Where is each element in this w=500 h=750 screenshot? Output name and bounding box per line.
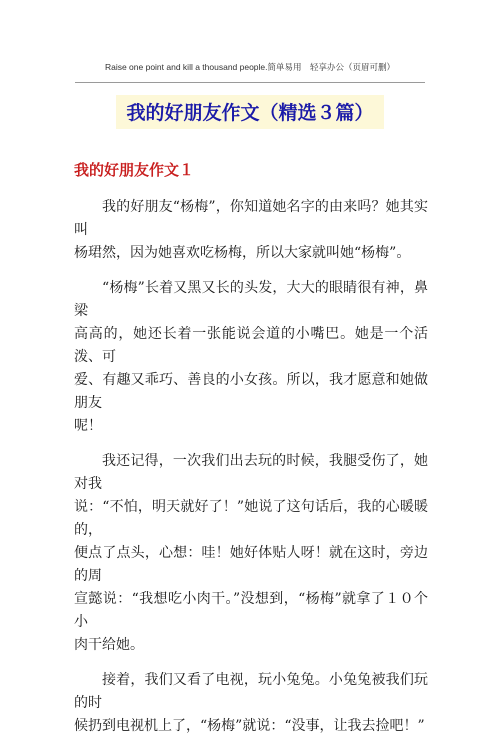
paragraph-4: 接着，我们又看了电视，玩小兔兔。小兔兔被我们玩的时 候扔到电视机上了，“杨梅”就说：“没事，让我去捡吧！” [74,672,428,734]
document-title: 我的好朋友作文（精选３篇） [116,95,383,129]
document-body [74,196,428,750]
title-container [0,95,500,129]
page-header: Raise one point and kill a thousand people.简单易用 轻享办公（页眉可删） [104,62,396,72]
paragraph-1: 我的好朋友“杨梅”，你知道她名字的由来吗？她其实叫 杨珺然，因为她喜欢吃杨梅，所以大家就叫她“杨梅”。 [74,199,428,261]
section-heading: 我的好朋友作文１ [74,161,195,179]
paragraph-3: 我还记得，一次我们出去玩的时候，我腿受伤了，她对我 说：“不怕，明天就好了！”她说了这句话后，我的心暖暖的， 便点了点头，心想：哇！她好体贴人呀！就在这时，旁边的周 宣懿说：“我想吃小肉干。”没想到，“杨梅”就拿了１０个小 肉干给她。 [74,453,428,653]
header-divider [75,82,425,83]
paragraph-2: “杨梅”长着又黑又长的头发，大大的眼睛很有神，鼻梁 高高的，她还长着一张能说会道的小嘴巴。她是一个活泼、可 爱、有趣又乖巧、善良的小女孩。所以，我才愿意和她做朋友 呢！ [74,280,428,434]
